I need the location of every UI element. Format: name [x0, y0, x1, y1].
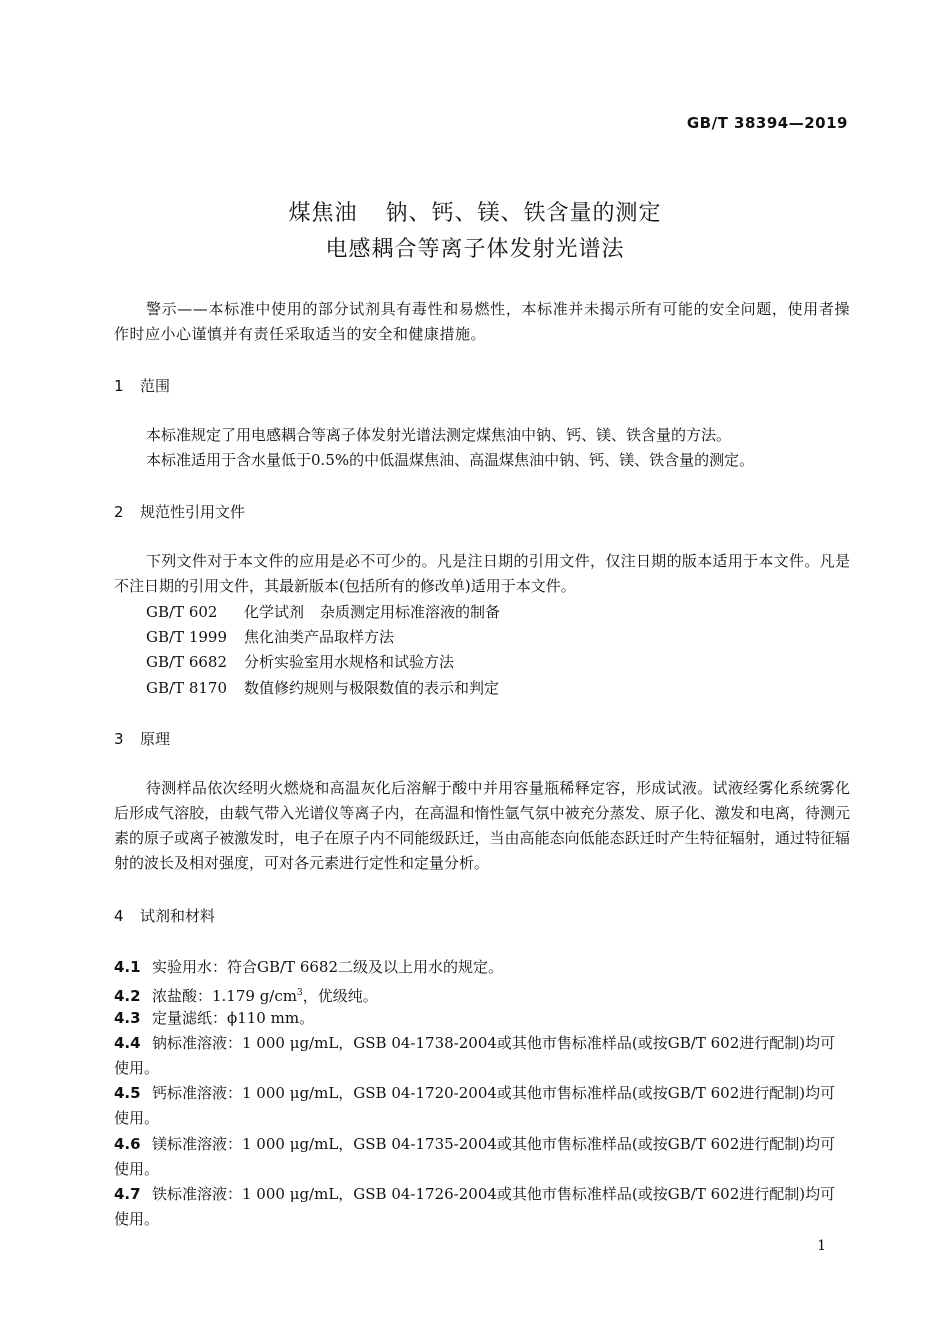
item-text: 镁标准溶液：1 000 μg/mL，GSB 04-1735-2004或其他市售标准样品(或按GB/T 602进行配制)均可使用。: [114, 1135, 836, 1178]
reference-title: 数值修约规则与极限数值的表示和判定: [244, 679, 500, 697]
reference-title: 化学试剂: [244, 603, 305, 621]
item-number: 4.2: [114, 987, 141, 1005]
section-number: 3: [114, 730, 124, 748]
item-number: 4.1: [114, 958, 141, 976]
item-text: 浓盐酸：1.179 g/cm: [152, 987, 297, 1005]
item-number: 4.3: [114, 1009, 141, 1027]
item-number: 4.6: [114, 1135, 141, 1153]
reference-code: GB/T 602: [146, 603, 218, 621]
warning-paragraph: 警示——本标准中使用的部分试剂具有毒性和易燃性，本标准并未揭示所有可能的安全问题，使用者操作时应小心谨慎并有责任采取适当的安全和健康措施。: [114, 300, 850, 343]
page-number: 1: [817, 1238, 826, 1254]
section-3-heading: [114, 729, 170, 749]
reference-item: [146, 677, 499, 699]
item-number: 4.4: [114, 1034, 141, 1052]
section-1-paragraph-1: 本标准规定了用电感耦合等离子体发射光谱法测定煤焦油中钠、钙、镁、铁含量的方法。: [146, 426, 732, 444]
reference-title: 焦化油类产品取样方法: [244, 628, 395, 646]
section-title: 范围: [140, 377, 171, 395]
title-product: 煤焦油: [288, 201, 358, 226]
item-number: 4.7: [114, 1185, 141, 1203]
title-line-1: [0, 196, 950, 232]
reference-code: GB/T 8170: [146, 679, 228, 697]
list-item: [114, 955, 850, 980]
section-number: 4: [114, 907, 124, 925]
title-line-2: 电感耦合等离子体发射光谱法: [325, 237, 625, 262]
reference-code: GB/T 6682: [146, 653, 228, 671]
section-4-heading: [114, 906, 215, 926]
section-title: 试剂和材料: [140, 907, 216, 925]
section-title: 规范性引用文件: [140, 503, 246, 521]
item-text: 铁标准溶液：1 000 μg/mL，GSB 04-1726-2004或其他市售标准样品(或按GB/T 602进行配制)均可使用。: [114, 1185, 836, 1228]
section-2-heading: [114, 502, 245, 522]
list-item: [114, 1081, 850, 1131]
section-1-heading: [114, 376, 170, 396]
reference-title: 分析实验室用水规格和试验方法: [244, 653, 455, 671]
section-2-intro: 下列文件对于本文件的应用是必不可少的。凡是注日期的引用文件，仅注日期的版本适用于本文件。凡是不注日期的引用文件，其最新版本(包括所有的修改单)适用于本文件。: [114, 552, 850, 595]
reference-item: [146, 651, 454, 673]
section-1-paragraph-2: 本标准适用于含水量低于0.5%的中低温煤焦油、高温煤焦油中钠、钙、镁、铁含量的测定。: [146, 451, 755, 469]
item-text: 实验用水：符合GB/T 6682二级及以上用水的规定。: [152, 958, 504, 976]
list-item: [114, 1132, 850, 1182]
superscript: 3: [297, 988, 303, 998]
list-item: [114, 981, 850, 1009]
reference-code: GB/T 1999: [146, 628, 228, 646]
document-title: [0, 196, 950, 268]
list-item: [114, 1006, 850, 1031]
list-item: [114, 1031, 850, 1081]
reference-item: [146, 601, 500, 623]
item-text: 钠标准溶液：1 000 μg/mL，GSB 04-1738-2004或其他市售标准样品(或按GB/T 602进行配制)均可使用。: [114, 1034, 836, 1077]
section-title: 原理: [140, 730, 171, 748]
list-item: [114, 1182, 850, 1232]
section-number: 2: [114, 503, 124, 521]
item-text: 定量滤纸：ϕ110 mm。: [152, 1009, 315, 1027]
item-number: 4.5: [114, 1084, 141, 1102]
reference-item: [146, 626, 394, 648]
item-text: 钙标准溶液：1 000 μg/mL，GSB 04-1720-2004或其他市售标准样品(或按GB/T 602进行配制)均可使用。: [114, 1084, 836, 1127]
reference-title-cont: 杂质测定用标准溶液的制备: [320, 603, 501, 621]
title-subject: 钠、钙、镁、铁含量的测定: [385, 201, 662, 226]
section-number: 1: [114, 377, 124, 395]
item-text-cont: ，优级纯。: [302, 987, 378, 1005]
standard-number: GB/T 38394—2019: [686, 114, 848, 132]
section-3-paragraph: 待测样品依次经明火燃烧和高温灰化后溶解于酸中并用容量瓶稀释定容，形成试液。试液经雾化系统雾化后形成气溶胶，由载气带入光谱仪等离子内，在高温和惰性氩气氛中被充分蒸发、原子化、激发和电离，待测元素的原子或离子被激发时，电子在原子内不同能级跃迁，当由高能态向低能态跃迁时产生特征辐射，通过特征辐射的波长及相对强度，可对各元素进行定性和定量分析。: [114, 779, 850, 872]
